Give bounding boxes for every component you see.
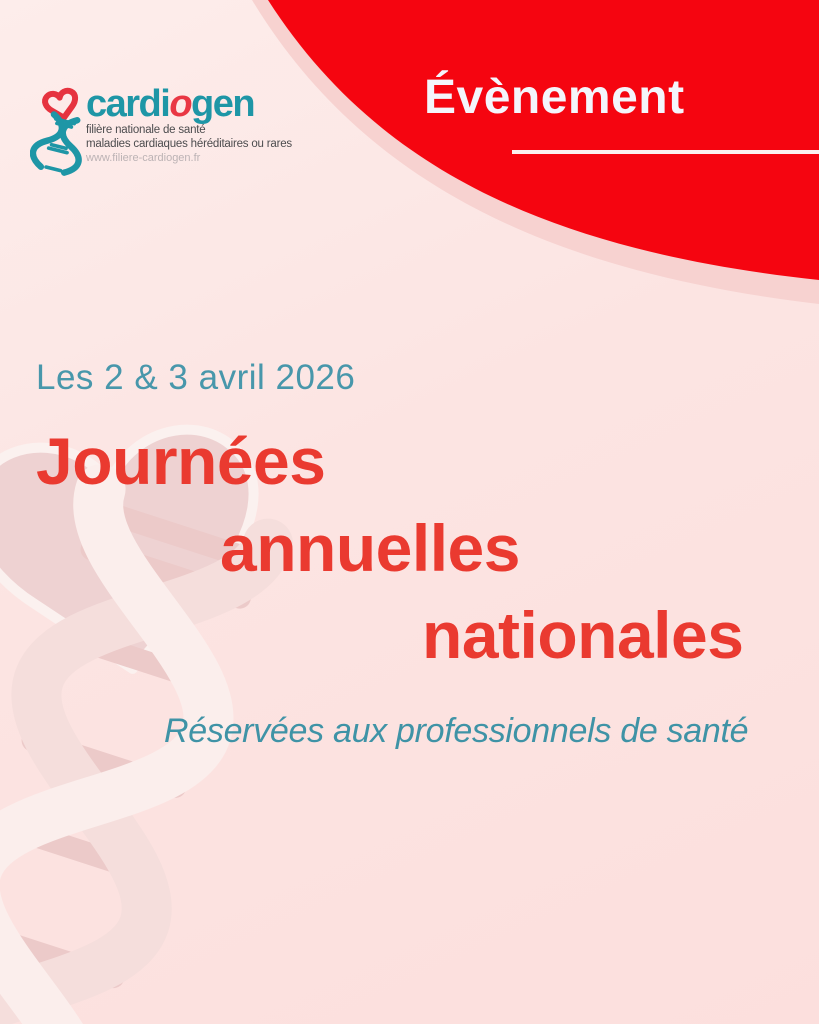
title-line-1: Journées bbox=[36, 424, 326, 498]
dna-heart-icon bbox=[30, 80, 92, 176]
event-badge-label: Évènement bbox=[424, 71, 685, 124]
brand-part-o: o bbox=[169, 83, 192, 125]
title-line-2: annuelles bbox=[220, 511, 520, 585]
brand-part-2: gen bbox=[191, 83, 255, 125]
logo-tagline-line2: maladies cardiaques héréditaires ou rares bbox=[86, 137, 292, 150]
logo-tagline-line1: filière nationale de santé bbox=[86, 124, 206, 136]
event-subtitle: Réservées aux professionnels de santé bbox=[164, 712, 749, 750]
event-date: Les 2 & 3 avril 2026 bbox=[36, 358, 356, 397]
title-line-3: nationales bbox=[422, 598, 744, 672]
badge-underline bbox=[512, 150, 819, 154]
logo-text-block bbox=[86, 80, 292, 176]
logo-website: www.filiere-cardiogen.fr bbox=[86, 152, 201, 164]
brand-name bbox=[86, 84, 292, 124]
brand-part-1: cardi bbox=[86, 83, 170, 125]
cardiogen-logo bbox=[30, 80, 292, 176]
